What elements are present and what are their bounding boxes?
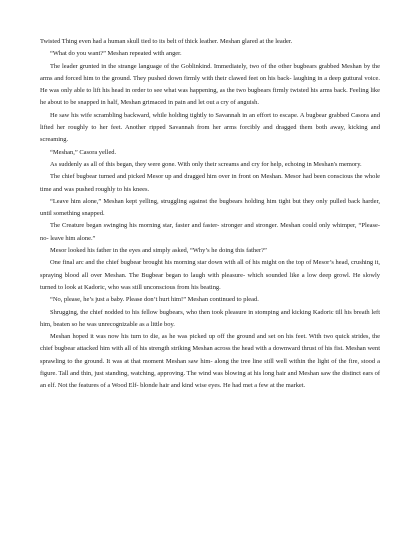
paragraph-13: Shrugging, the chief nodded to his fellow bugbears, who then took pleasure in stomping and kicking Kadoric till his breath left him, beaten so he was unrecognizable as a little boy. (40, 308, 380, 328)
paragraph-2: “What do you want?” Meshan repeated with anger. (50, 50, 182, 58)
paragraph-3: The leader grunted in the strange language of the Goblinkind. Immediately, two of the other bugbears grabbed Meshan by the arms and forced him to the ground. They pushed down firmly with their clawed feet on his back- laughing in a deep guttural voice. He was only able to lift his head in order to see what was happening, as the two bugbears firmly twisted his arms back. Feeling like he about to be snapped in half, Meshan grimaced in pain and let out a cry of anguish. (40, 62, 380, 107)
paragraph-7: The chief bugbear turned and picked Mesor up and dragged him over in front on Meshan. Mesor had been conscious the whole time and was pushed roughly to his knees. (40, 173, 380, 193)
paragraph-5: “Meshan,” Casora yelled. (50, 148, 117, 156)
paragraph-14: Meshan hoped it was now his turn to die, as he was picked up off the ground and set on his feet. With two quick strides, the chief bugbear attacked him with all of his strength striking Meshan across the head with a downward thrust of his fist. Meshan went sprawling to the ground. It was at that moment Meshan saw him- along the tree line still well within the light of the fire, stood a figure. Tall and thin, just standing, watching, approving. The wind was blowing at his long hair and Meshan saw the distinct ears of an elf. Not the features of a Wood Elf- blonde hair and kind wise eyes. He had met a few at the market. (40, 333, 380, 390)
paragraph-9: The Creature began swinging his morning star, faster and faster- stronger and stronger. Meshan could only whimper, “Please- no- leave him alone.” (40, 222, 380, 242)
paragraph-12: “No, please, he’s just a baby. Please don’t hurt him!” Meshan continued to plead. (50, 296, 259, 304)
paragraph-8: “Leave him alone,” Meshan kept yelling, struggling against the bugbears holding him tight but they only pulled back harder, until something snapped. (40, 197, 380, 218)
paragraph-6: As suddenly as all of this began, they were gone. With only their screams and cry for help, echoing in Meshan's memory. (50, 160, 362, 168)
paragraph-10: Mesor looked his father in the eyes and simply asked, “Why’s he doing this father?” (50, 247, 267, 255)
paragraph-11: One final arc and the chief bugbear brought his morning star down with all of his might on the top of Mesor’s head, crushing it, spraying blood all over Meshan. The Bugbear began to laugh with pleasure- which sounded like a low deep growl. He slowly turned to look at Kadoric, who was still unconscious from his beating. (40, 259, 380, 291)
page-body (40, 36, 380, 393)
paragraph-4: He saw his wife scrambling backward, while holding tightly to Savannah in an effort to escape. A bugbear grabbed Casora and lifted her roughly to her feet. Another ripped Savannah from her arms forcibly and dragged them both away, kicking and screaming. (40, 111, 380, 144)
paragraph-1: Twisted Thing even had a human skull tied to its belt of thick leather. Meshan glared at the leader. (40, 38, 293, 45)
